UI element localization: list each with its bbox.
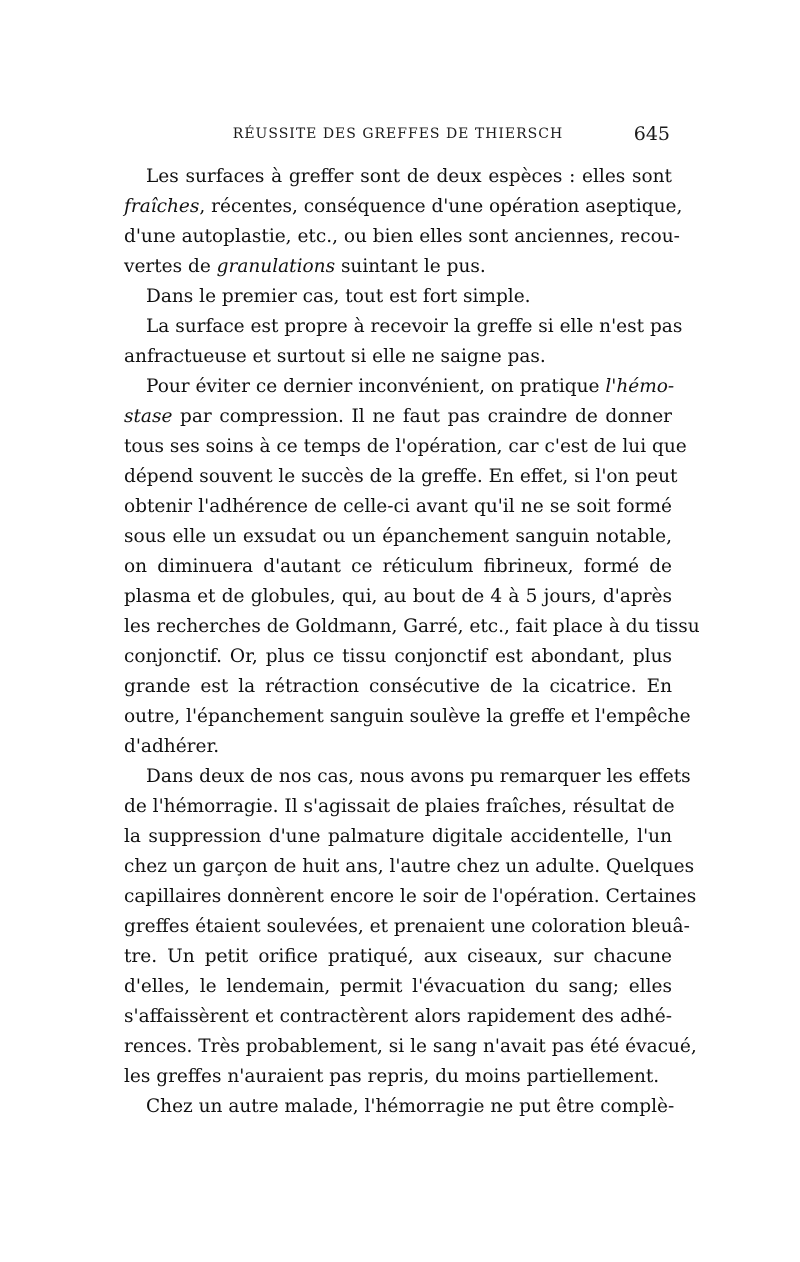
text-line: obtenir l'adhérence de celle-ci avant qu'il ne se soit formé (124, 496, 672, 517)
text-line: La surface est propre à recevoir la greffe si elle n'est pas (146, 316, 683, 337)
text-line: dépend souvent le succès de la greffe. En effet, si l'on peut (124, 466, 678, 487)
running-head: RÉUSSITE DES GREFFES DE THIERSCH (232, 126, 564, 142)
text-line: s'affaissèrent et contractèrent alors rapidement des adhé- (124, 1006, 672, 1027)
text-line: Les surfaces à greffer sont de deux espèces : elles sont (146, 166, 672, 187)
text-line: la suppression d'une palmature digitale accidentelle, l'un (124, 826, 672, 847)
text-line: anfractueuse et surtout si elle ne saigne pas. (124, 346, 546, 367)
text-line: d'adhérer. (124, 736, 220, 757)
text-line: les recherches de Goldmann, Garré, etc., fait place à du tissu (124, 616, 700, 637)
text-fragment: par compression. Il ne faut pas craindre de donner (172, 406, 672, 427)
text-line: grande est la rétraction consécutive de la cicatrice. En (124, 676, 672, 697)
text-line: on diminuera d'autant ce réticulum fibrineux, formé de (124, 556, 672, 577)
text-line (124, 192, 683, 222)
text-line: de l'hémorragie. Il s'agissait de plaies fraîches, résultat de (124, 796, 675, 817)
italic-term: l'hémo- (605, 376, 675, 397)
text-line (124, 252, 672, 282)
italic-term: fraîches (124, 196, 200, 217)
text-line: Dans le premier cas, tout est fort simple. (146, 286, 531, 307)
text-line: outre, l'épanchement sanguin soulève la greffe et l'empêche (124, 706, 691, 727)
text-line: d'elles, le lendemain, permit l'évacuation du sang; elles (124, 976, 672, 997)
text-fragment: suintant le pus. (335, 256, 486, 277)
text-line: greffes étaient soulevées, et prenaient une coloration bleuâ- (124, 916, 690, 937)
italic-term: stase (124, 406, 173, 427)
text-line: Chez un autre malade, l'hémorragie ne put être complè- (146, 1096, 675, 1117)
text-fragment: Pour éviter ce dernier inconvénient, on pratique (146, 376, 606, 397)
text-line (124, 372, 675, 402)
text-line: tre. Un petit orifice pratiqué, aux ciseaux, sur chacune (124, 946, 672, 967)
text-fragment: , récentes, conséquence d'une opération aseptique, (199, 196, 683, 217)
text-line: conjonctif. Or, plus ce tissu conjonctif est abondant, plus (124, 646, 672, 667)
page-number: 645 (633, 123, 670, 145)
text-line: d'une autoplastie, etc., ou bien elles sont anciennes, recou- (124, 226, 680, 247)
text-line: les greffes n'auraient pas repris, du moins partiellement. (124, 1066, 660, 1087)
text-line (124, 402, 672, 432)
text-fragment: vertes de (124, 256, 217, 277)
text-line: Dans deux de nos cas, nous avons pu remarquer les effets (146, 766, 691, 787)
body-text (124, 162, 700, 1122)
text-line: capillaires donnèrent encore le soir de l'opération. Certaines (124, 886, 697, 907)
text-line: chez un garçon de huit ans, l'autre chez un adulte. Quelques (124, 856, 695, 877)
text-line: rences. Très probablement, si le sang n'avait pas été évacué, (124, 1036, 697, 1057)
text-line: tous ses soins à ce temps de l'opération, car c'est de lui que (124, 436, 687, 457)
text-line: plasma et de globules, qui, au bout de 4 à 5 jours, d'après (124, 586, 672, 607)
italic-term: granulations (216, 256, 336, 277)
text-line: sous elle un exsudat ou un épanchement sanguin notable, (124, 526, 672, 547)
page-header (126, 123, 670, 150)
